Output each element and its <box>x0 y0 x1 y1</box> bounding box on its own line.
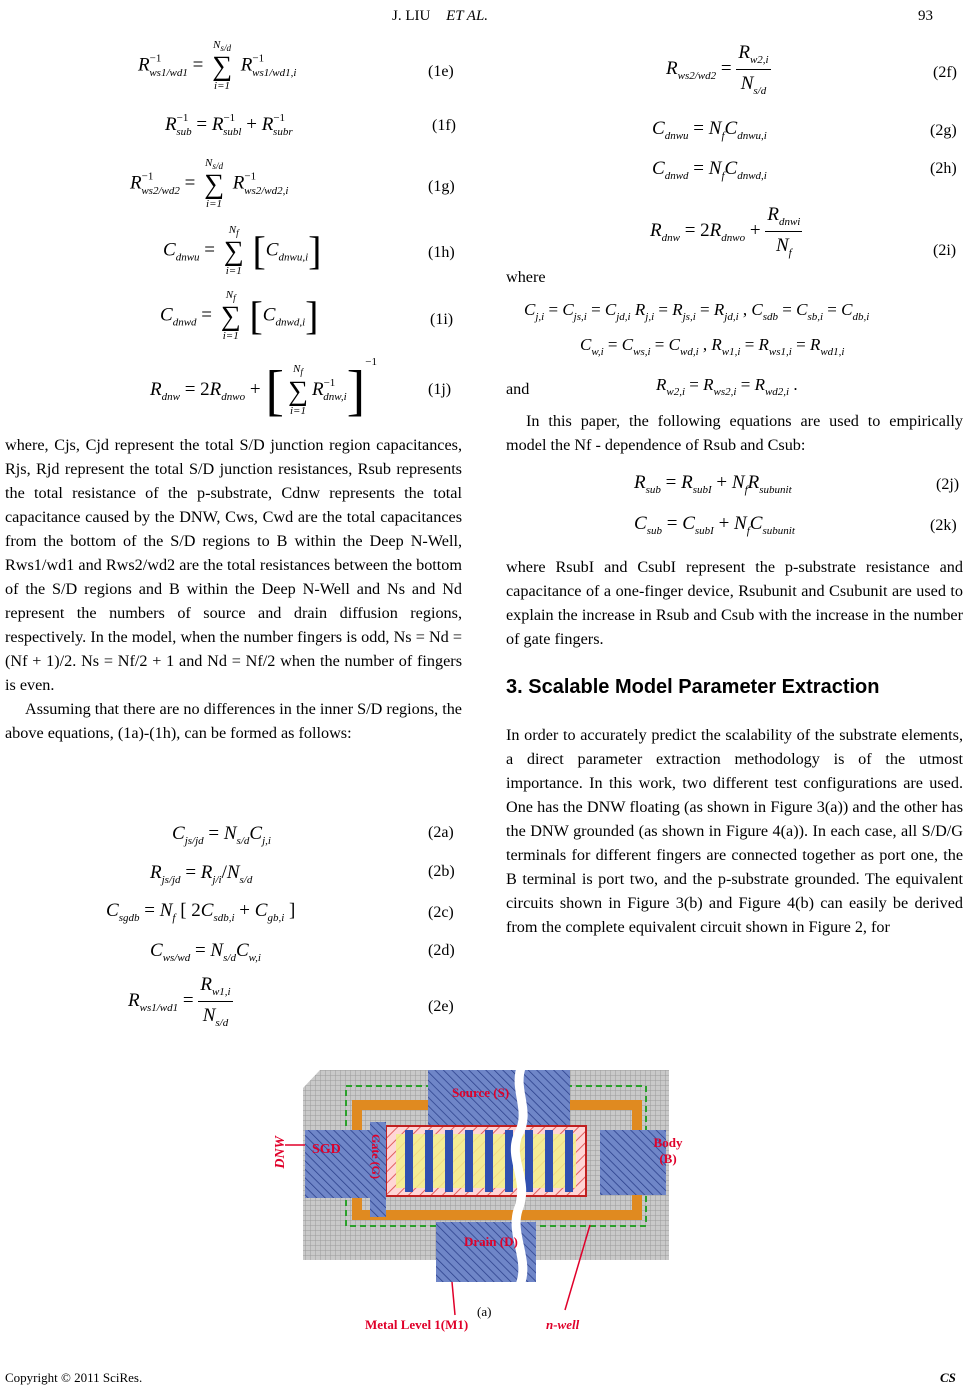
equation-2i: $R_{dnw} = 2R_{dnwo}$ + $\frac{R_{dnwi}}{N_f}$ <box>650 204 801 259</box>
equation-2a: $C_{js/jd} = N_{s/d}C_{j,i}$ <box>172 823 271 847</box>
label-and: and <box>506 380 530 398</box>
equation-number-2g: (2g) <box>930 122 957 139</box>
section-title: 3. Scalable Model Parameter Extraction <box>506 676 880 698</box>
equation-number-1g: (1g) <box>428 178 455 195</box>
equation-2e: $R_{ws1/wd1}$ = $\frac{R_{w1,i}}{N_{s/d}}$ <box>128 974 231 1029</box>
equation-number-2a: (2a) <box>428 824 454 841</box>
page-number: 93 <box>918 8 933 24</box>
paragraph-rsub-definition: where RsubI and CsubI represent the p-substrate resistance and capacitance of a one-finger device, Rsubunit and Csubunit are used to explain the increase in Rsub and Csub with the increase in the number of gate fingers. <box>506 558 963 648</box>
equation-number-1i: (1i) <box>430 311 454 328</box>
figure-caption: (a) <box>477 1304 492 1319</box>
equation-number-2c: (2c) <box>428 904 454 921</box>
equation-number-1j: (1j) <box>428 381 452 398</box>
equation-1e: $R^{-1}_{ws1/wd1}$ = $N_{s/d}$ ∑ i=1 $R^{-1}_{ws1/wd1,i}$ <box>138 39 297 93</box>
equation-number-2e: (2e) <box>428 998 454 1015</box>
equation-2k: $C_{sub} = C_{subI} + N_fC_{subunit}$ <box>634 513 795 537</box>
equation-2g: $C_{dnwu} = N_fC_{dnwu,i}$ <box>652 118 767 142</box>
paragraph-section-3: In order to accurately predict the scalability of the substrate elements, a direct parameter extraction methodology is of the utmost importance. In this work, two different test configurations are used. One has the DNW floating (as shown in Figure 3(a)) and the other has the DNW grounded (as shown in Figure 4(a)). In each case, all S/D/G terminals for different fingers are connected together as port one, the B terminal is port two, and the p-substrate grounded. The equivalent circuits shown in Figure 3(b) and Figure 4(b) can easily be derived from the complete equivalent circuit shown in Figure 2, for <box>506 726 963 936</box>
label-body: Body (B) <box>653 1135 683 1166</box>
equation-2f: $R_{ws2/wd2}$ = $\frac{R_{w2,i}}{N_{s/d}}$ <box>666 42 769 97</box>
footer-copyright: Copyright © 2011 SciRes. <box>5 1370 143 1385</box>
label-gate: Gate (G) <box>369 1134 383 1179</box>
label-dnw: DNW <box>273 1136 288 1169</box>
label-where-right: where <box>506 268 546 286</box>
equation-2j: $R_{sub} = R_{subI} + N_fR_{subunit}$ <box>634 472 792 496</box>
equation-where-c-r: $C_{j,i} = C_{js,i} = C_{jd,i}$ $R_{j,i} = R_{js,i} = R_{jd,i}$ , $C_{sdb} = C_{sb,i} = C_{db,i}$ <box>524 300 870 323</box>
equation-number-2i: (2i) <box>933 242 957 259</box>
equation-and-w2: $R_{w2,i} = R_{ws2,i} = R_{wd2,i}$ . <box>656 375 798 398</box>
paragraph-empirical-model: In this paper, the following equations are used to empirically model the Nf - dependence of Rsub and Csub: <box>506 412 963 454</box>
label-drain: Drain (D) <box>464 1234 518 1249</box>
equation-1j: $R_{dnw} = 2R_{dnwo}$ + [ $N_f$ ∑ i=1 $R^{-1}_{dnw,i}]^{-1}$ <box>150 356 377 422</box>
equation-number-1e: (1e) <box>428 63 454 80</box>
label-n-well: n-well <box>546 1317 580 1332</box>
equation-number-2b: (2b) <box>428 863 455 880</box>
equation-number-2f: (2f) <box>933 64 957 81</box>
equation-number-1h: (1h) <box>428 244 455 261</box>
equation-1g: $R^{-1}_{ws2/wd2}$ = $N_{s/d}$ ∑ i=1 $R^{-1}_{ws2/wd2,i}$ <box>130 157 289 211</box>
equation-number-2k: (2k) <box>930 517 957 534</box>
equation-1h: $C_{dnwu}$ = $N_f$ ∑ i=1 $[C_{dnwu,i}]$ <box>163 224 322 278</box>
equation-1f: $R^{-1}_{sub} = R^{-1}_{subl} + R^{-1}_{subr}$ <box>165 112 293 138</box>
equation-where-w: $C_{w,i} = C_{ws,i} = C_{wd,i}$ , $R_{w1,i} = R_{ws1,i} = R_{wd1,i}$ <box>580 335 845 358</box>
running-header: J. LIU ET AL. <box>392 8 489 24</box>
equation-number-2d: (2d) <box>428 942 455 959</box>
equation-number-1f: (1f) <box>432 117 456 134</box>
equation-number-2h: (2h) <box>930 160 957 177</box>
equation-2h: $C_{dnwd} = N_fC_{dnwd,i}$ <box>652 158 767 182</box>
equation-2c: $C_{sgdb} = N_f$ [ $2C_{sdb,i} + C_{gb,i}$ ] <box>106 900 296 924</box>
paragraph-where-definitions: where, Cjs, Cjd represent the total S/D junction region capacitances, Rjs, Rjd represent the total S/D junction resistances, Rsub represents the total resistance of the p-substrate, Cdnw represents the total capacitance caused by the DNW, Cws, Cwd are the total capacitances from the bottom of the S/D regions to B within the Deep N-Well, Rws1/wd1 and Rws2/wd2 are the total resistances between the bottom of the S/D regions and B within the Deep N-Well and Ns and Nd represent the numbers of source and drain diffusion regions, respectively. In the model, when the number fingers is odd, Ns = Nd = (Nf + 1)/2. Ns = Nf/2 + 1 and Nd = Nf/2 when the number of fingers is even. Assuming that there are no differences in the inner S/D regions, the above equations, (1a)-(1h), can be formed as follows: <box>5 436 462 742</box>
label-source: Source (S) <box>452 1085 510 1100</box>
gate-fingers <box>405 1130 573 1192</box>
equation-1i: $C_{dnwd}$ = $N_f$ ∑ i=1 $[C_{dnwd,i}]$ <box>160 289 319 343</box>
label-sgd: SGD <box>312 1142 341 1157</box>
equation-2b: $R_{js/jd} = R_{j/i}/N_{s/d}$ <box>150 862 253 886</box>
equation-number-2j: (2j) <box>936 476 960 493</box>
equation-2d: $C_{ws/wd} = N_{s/d}C_{w,i}$ <box>150 940 261 964</box>
footer-journal: CS <box>940 1370 956 1385</box>
label-metal: Metal Level 1(M1) <box>365 1317 469 1332</box>
sgd-block <box>305 1130 370 1198</box>
